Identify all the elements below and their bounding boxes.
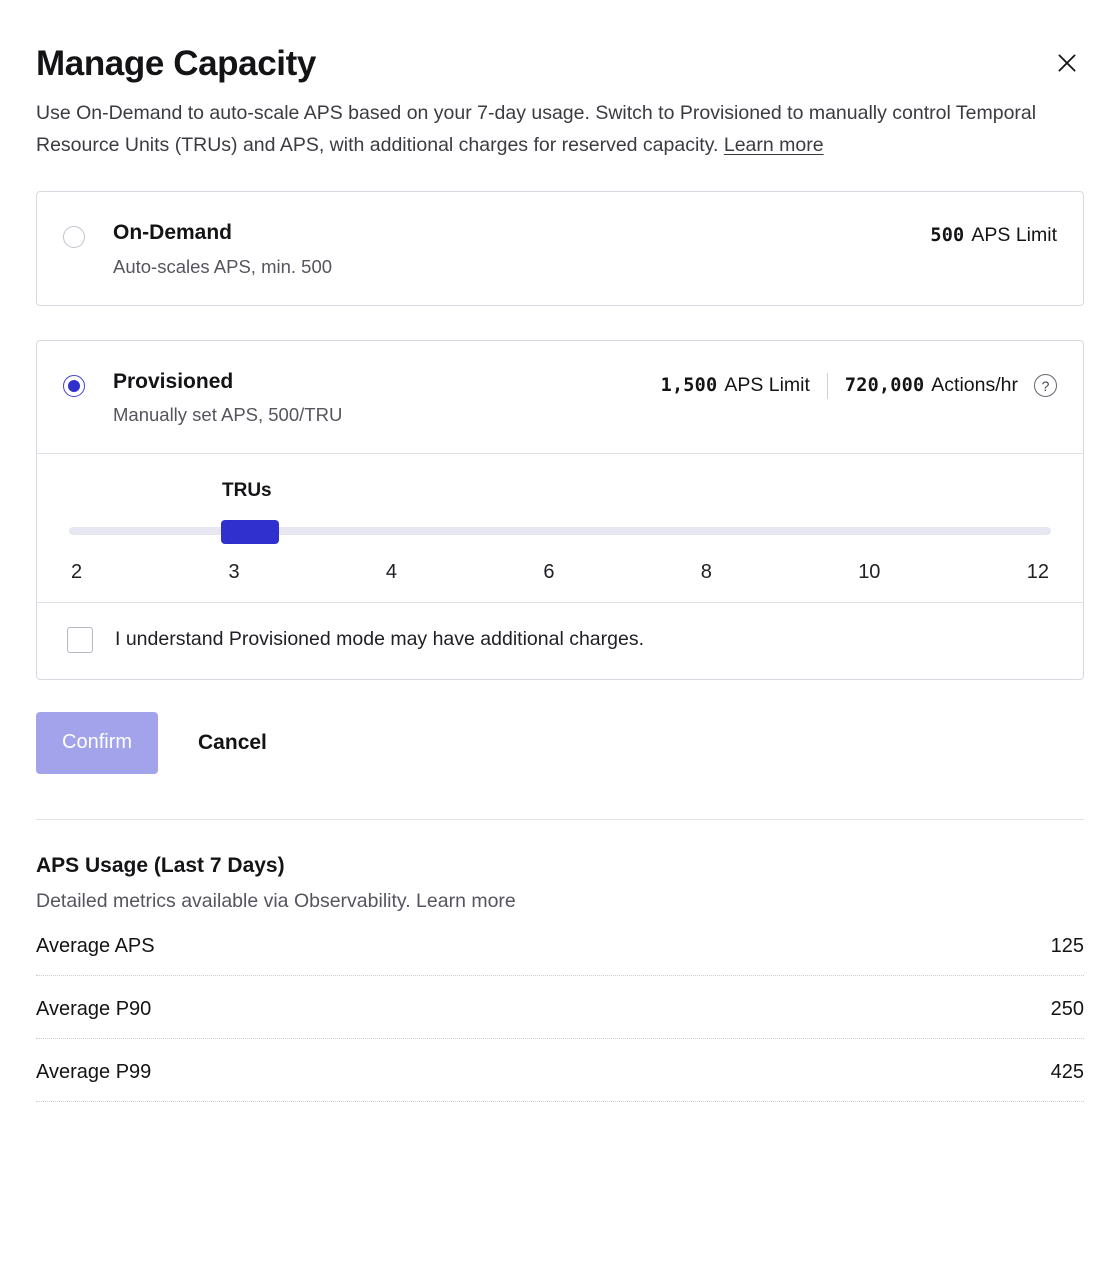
trus-slider-ticks (67, 561, 1053, 584)
metric-label: Average APS (36, 934, 155, 957)
trus-slider-label: TRUs (222, 479, 272, 501)
trus-slider-track[interactable] (69, 527, 1051, 535)
option-on-demand-limits (930, 224, 1057, 247)
observability-learn-more-link[interactable]: Learn more (416, 889, 516, 912)
slider-tick: 4 (385, 560, 397, 583)
option-provisioned-header (37, 341, 1083, 453)
metric-label: Average P90 (36, 997, 152, 1020)
slider-tick: 10 (858, 560, 881, 583)
metric-label: Average P99 (36, 1060, 152, 1083)
trus-slider[interactable] (69, 520, 1051, 542)
limits-divider (827, 373, 828, 399)
usage-section-subtitle (36, 890, 1084, 913)
acknowledgement-label: I understand Provisioned mode may have additional charges. (115, 628, 644, 651)
slider-tick: 2 (71, 560, 83, 583)
provisioned-actions-unit: Actions/hr (931, 374, 1018, 397)
slider-tick: 8 (700, 560, 712, 583)
option-provisioned-desc: Manually set APS, 500/TRU (113, 403, 343, 425)
option-card-on-demand[interactable] (36, 191, 1084, 305)
metric-row (36, 1039, 1084, 1102)
option-card-provisioned[interactable] (36, 340, 1084, 680)
trus-slider-section (37, 453, 1083, 602)
slider-tick: 6 (543, 560, 555, 583)
question-mark-icon[interactable]: ? (1034, 374, 1057, 397)
metric-row (36, 976, 1084, 1039)
acknowledgement-row (37, 602, 1083, 679)
close-icon[interactable] (1050, 46, 1084, 80)
option-provisioned-title: Provisioned (113, 369, 234, 393)
dialog-header (36, 36, 1084, 84)
dialog-actions (36, 712, 1084, 774)
metric-row (36, 913, 1084, 976)
dialog-description (36, 98, 1084, 161)
provisioned-aps-unit: APS Limit (724, 374, 810, 397)
metric-value: 125 (1050, 934, 1084, 957)
usage-subtitle-text: Detailed metrics available via Observability. (36, 889, 417, 912)
option-on-demand-text (113, 220, 930, 278)
option-provisioned-text (113, 369, 661, 427)
section-divider (36, 819, 1084, 820)
confirm-button[interactable]: Confirm (36, 712, 158, 774)
acknowledgement-checkbox[interactable] (67, 627, 93, 653)
dialog-description-text: Use On-Demand to auto-scale APS based on your 7-day usage. Switch to Provisioned to manually control Temporal Resource Units (TRUs) and APS, with additional charges for reserved capacity. (36, 102, 1037, 156)
metric-value: 425 (1050, 1060, 1084, 1083)
radio-on-demand[interactable] (63, 226, 85, 248)
on-demand-aps-unit: APS Limit (971, 224, 1057, 247)
page-title: Manage Capacity (36, 44, 316, 83)
slider-tick: 12 (1026, 560, 1049, 583)
slider-tick: 3 (228, 560, 240, 583)
usage-section-title: APS Usage (Last 7 Days) (36, 853, 285, 877)
option-on-demand-desc: Auto-scales APS, min. 500 (113, 255, 333, 277)
provisioned-actions-value: 720,000 (844, 375, 925, 397)
cancel-button[interactable]: Cancel (192, 730, 273, 756)
on-demand-aps-value: 500 (930, 225, 965, 247)
option-on-demand-header (37, 192, 1083, 304)
radio-provisioned[interactable] (63, 375, 85, 397)
learn-more-link[interactable]: Learn more (723, 133, 824, 156)
provisioned-aps-value: 1,500 (660, 375, 718, 397)
option-provisioned-limits (661, 373, 1057, 399)
option-on-demand-title: On-Demand (113, 221, 233, 245)
trus-slider-thumb[interactable] (221, 520, 279, 544)
metric-value: 250 (1050, 997, 1084, 1020)
